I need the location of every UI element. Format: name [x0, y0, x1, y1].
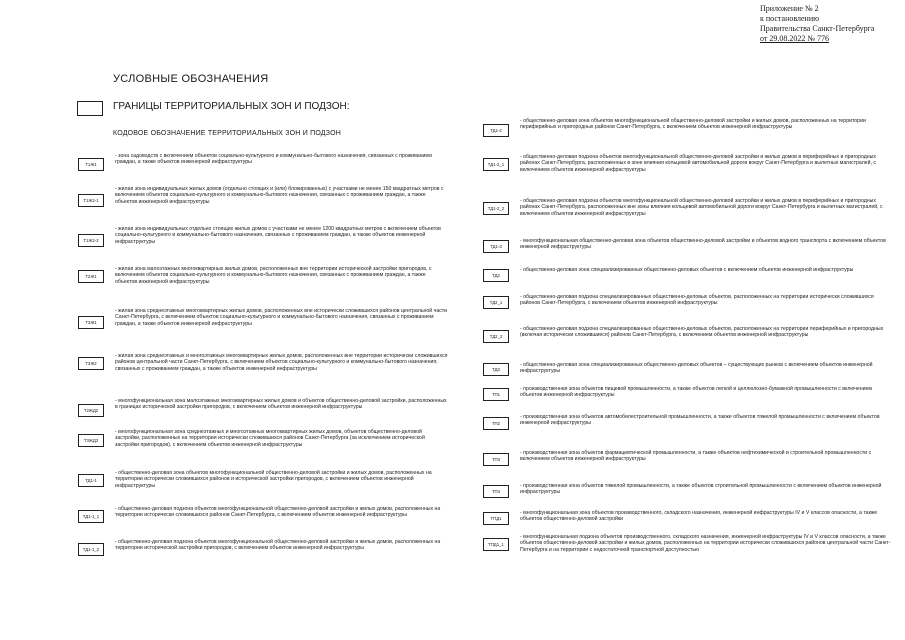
- stamp-line-government: Правительства Санкт-Петербурга: [760, 24, 875, 33]
- zone-description: - многофункциональная общественно-деловая зона объектов общественно-деловой застройки и объектов водного транспорта с включением объектов инженерной инфраструктуры: [520, 238, 886, 251]
- zone-description: - жилая зона среднеэтажных и многоэтажных многоквартирных жилых домов, расположенных вне территории исторически сложившихся районов центральной части Санкт-Петербурга, с включением объектов социально-культурного и коммунально-бытового назначения, связанных с проживанием граждан, а также объектов инженерной инфраструктуры: [115, 353, 448, 372]
- zone-description: - общественно-деловая подзона специализированных общественно-деловых объектов, расположенных на территории периферийных и пригородных (включая исторически сложившиеся) районов Санкт-Петербурга, с включением объектов инженерной инфраструктуры: [520, 326, 884, 339]
- zone-description: - общественно-деловая подзона объектов многофункциональной общественно-деловой застройки и жилых домов в периферийных и пригородных районах Санкт-Петербурга, расположенных в зоне влияния кольцевой автомобильной дороги вокруг Санкт-Петербурга и вылетных магистралей, с включением объектов инженерной инфраструктуры: [520, 154, 877, 173]
- legend-title: УСЛОВНЫЕ ОБОЗНАЧЕНИЯ: [113, 73, 269, 85]
- zone-border-symbol: [77, 101, 103, 116]
- zone-code: Т3Ж1: [78, 316, 104, 329]
- zone-code: ТП4: [483, 485, 509, 498]
- zone-description: - общественно-деловая подзона объектов многофункциональной общественно-деловой застройки и жилых домов в периферийных и пригородных районах Санкт-Петербурга, расположенных вне зоны влияния кольцевой автомобильной дороги вокруг Санкт-Петербурга и вылетных магистралей, с включением объектов инженерной инфраструктуры: [520, 198, 883, 217]
- zone-border-label: ГРАНИЦЫ ТЕРРИТОРИАЛЬНЫХ ЗОН И ПОДЗОН:: [113, 101, 350, 112]
- zone-code: Т1Ж2-2: [78, 234, 104, 247]
- zone-code: ТД1-2: [483, 124, 509, 137]
- zone-description: - многофункциональная зона объектов производственного, складского назначения, инженерной инфраструктуры IV и V классов опасности, а также объектов общественно-деловой застройки: [520, 510, 878, 523]
- zone-code: ТД1-1: [78, 474, 104, 487]
- zone-description: - жилая зона малоэтажных многоквартирных жилых домов, расположенных вне территории исторической застройки пригородов, с включением объектов социально-культурного и коммунально-бытового назначения, связанных с проживанием граждан, а также объектов инженерной инфраструктуры: [115, 266, 432, 285]
- zone-code: ТПД1: [483, 512, 509, 525]
- zone-code: Т2Ж1: [78, 270, 104, 283]
- zone-code: Т1Ж2-1: [78, 194, 104, 207]
- zone-description: - многофункциональная подзона объектов производственного, складского назначения, инженерной инфраструктуры IV и V классов опасности, а также объектов общественно-деловой застройки и жилых домов, расположенных на территории исторически сложившихся районов центральной части Санкт-Петербурга и на территории с недостаточной транспортной доступностью: [520, 534, 891, 553]
- stamp-line-appendix: Приложение № 2: [760, 4, 819, 13]
- zone-description: - производственная зона объектов автомобилестроительной промышленности, а также объектов тяжелой промышленности с включением объектов инженерной инфраструктуры: [520, 414, 880, 427]
- stamp-line-resolution: к постановлению: [760, 14, 820, 23]
- zone-code: ТП3: [483, 453, 509, 466]
- zone-code: ТД1-2_2: [483, 202, 509, 215]
- zone-code: ТД2: [483, 269, 509, 282]
- zone-code: Т3Ж2: [78, 357, 104, 370]
- zone-description: - производственная зона объектов фармацевтической промышленности, а также объектов нефтехимической и строительной промышленности с включением объектов инженерной инфраструктуры: [520, 450, 872, 463]
- zone-code: ТД1-2_1: [483, 158, 509, 171]
- stamp-line-date-number: от 29.08.2022 № 776: [760, 34, 830, 43]
- zone-code: ТП1: [483, 388, 509, 401]
- zone-description: - общественно-деловая подзона специализированных общественно-деловых объектов, расположенных на территории исторически сложившихся районов Санкт-Петербурга, с включением объектов инженерной инфраструктуры: [520, 294, 874, 307]
- zone-description: - общественно-деловая подзона объектов многофункциональной общественно-деловой застройки и жилых домов, расположенных на территории исторически сложившихся районов Санкт-Петербурга, с включением объектов инженерной инфраструктуры: [115, 506, 441, 519]
- codes-subtitle: КОДОВОЕ ОБОЗНАЧЕНИЕ ТЕРРИТОРИАЛЬНЫХ ЗОН И ПОДЗОН: [113, 130, 341, 137]
- zone-description: - жилая зона индивидуальных отдельно стоящих жилых домов с участками не менее 1200 квадратных метров с включением объектов социально-культурного и коммунально-бытового назначения, связанных с проживанием граждан, а также объектов инженерной инфраструктуры: [115, 226, 441, 245]
- zone-code: ТД1-3: [483, 240, 509, 253]
- zone-code: ТД3: [483, 363, 509, 376]
- zone-code: Т2ЖД2: [78, 404, 104, 417]
- zone-description: - жилая зона индивидуальных жилых домов (отдельно стоящих и (или) блокированных) с участками не менее 150 квадратных метров с включением объектов социально-культурного и коммунально-бытового назначения, связанных с проживанием граждан, а также объектов инженерной инфраструктуры: [115, 186, 444, 205]
- zone-code: Т3ЖД3: [78, 434, 104, 447]
- zone-code: ТПД1_1: [483, 538, 509, 551]
- zone-description: - общественно-деловая подзона объектов многофункциональной общественно-деловой застройки и жилых домов, расположенных на территории исторической застройки пригородов, с включением объектов инженерной инфраструктуры: [115, 539, 441, 552]
- approval-stamp: [760, 4, 900, 44]
- zone-code: ТД2_2: [483, 330, 509, 343]
- zone-code: ТД2_1: [483, 296, 509, 309]
- zone-code: Т1Ж1: [78, 158, 104, 171]
- zone-description: - общественно-деловая зона объектов многофункциональной общественно-деловой застройки и жилых домов, расположенных на территории периферийных и пригородных районов Санкт-Петербурга, с включением объектов инженерной инфраструктуры: [520, 118, 866, 131]
- zone-description: - зона садоводств с включением объектов социально-культурного и коммунально-бытового назначения, связанных с проживанием граждан, а также объектов инженерной инфраструктуры: [115, 153, 432, 166]
- zone-description: - общественно-деловая зона специализированных общественно-деловых объектов с включением объектов инженерной инфраструктуры: [520, 267, 854, 273]
- zone-description: - производственная зона объектов пищевой промышленности, а также объектов легкой и целлюлозно-бумажной промышленности с включением объектов инженерной инфраструктуры: [520, 386, 872, 399]
- zone-description: - производственная зона объектов тяжелой промышленности, а также объектов строительной промышленности с включением объектов инженерной инфраструктуры: [520, 483, 882, 496]
- zone-code: ТД1-1_1: [78, 510, 104, 523]
- zone-description: - многофункциональная зона малоэтажных многоквартирных жилых домов и объектов общественно-деловой застройки, расположенных в границах исторической застройки пригородов, с включением объектов инженерной инфраструктуры: [115, 398, 447, 411]
- zone-description: - многофункциональная зона среднеэтажных и многоэтажных многоквартирных жилых домов, объектов общественно-деловой застройки, расположенных на территории исторически сложившихся районов Санкт-Петербурга (за исключением исторической застройки пригородов), с включением объектов инженерной инфраструктуры: [115, 429, 425, 448]
- zone-description: - жилая зона среднеэтажных многоквартирных жилых домов, расположенных вне исторически сложившихся районов центральной части Санкт-Петербурга, с включением объектов социально-культурного и коммунально-бытового назначения, связанных с проживанием граждан, а также объектов инженерной инфраструктуры: [115, 308, 448, 327]
- zone-description: - общественно-деловая зона специализированных общественно-деловых объектов – существующих рынков с включением объектов инженерной инфраструктуры: [520, 362, 873, 375]
- zone-code: ТД1-1_2: [78, 543, 104, 556]
- zone-code: ТП2: [483, 417, 509, 430]
- zone-description: - общественно-деловая зона объектов многофункциональной общественно-деловой застройки и жилых домов, расположенных на территории исторически сложившихся районов и исторической застройки пригородов, с включением объектов инженерной инфраструктуры: [115, 470, 432, 489]
